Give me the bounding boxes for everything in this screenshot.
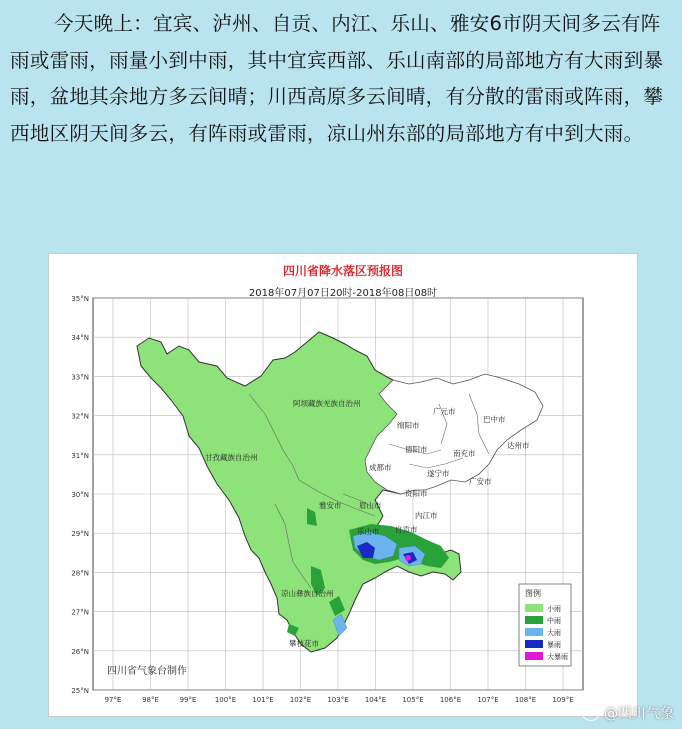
legend-swatch bbox=[525, 640, 543, 648]
place-label: 乐山市 bbox=[357, 527, 380, 536]
place-label: 南充市 bbox=[453, 449, 476, 458]
longitude-label: 99°E bbox=[179, 696, 197, 704]
longitude-labels bbox=[105, 696, 574, 704]
place-label: 绵阳市 bbox=[397, 421, 420, 430]
longitude-label: 107°E bbox=[477, 696, 499, 704]
legend-label: 小雨 bbox=[547, 605, 561, 613]
latitude-label: 25°N bbox=[71, 687, 89, 695]
latitude-labels bbox=[71, 295, 89, 695]
map-maker: 四川省气象台制作 bbox=[107, 666, 187, 677]
longitude-label: 97°E bbox=[104, 696, 122, 704]
legend-label: 大暴雨 bbox=[547, 653, 568, 661]
place-label: 广元市 bbox=[433, 407, 456, 416]
sichuan-map bbox=[49, 254, 637, 716]
legend-title: 图例 bbox=[525, 589, 541, 598]
place-label: 眉山市 bbox=[359, 501, 382, 510]
latitude-label: 29°N bbox=[71, 530, 89, 539]
longitude-label: 103°E bbox=[327, 696, 349, 704]
place-label: 雅安市 bbox=[319, 501, 342, 510]
legend-swatch bbox=[525, 628, 543, 636]
legend-swatch bbox=[525, 604, 543, 612]
longitude-label: 98°E bbox=[142, 696, 159, 704]
place-label: 巴中市 bbox=[483, 415, 506, 424]
legend-swatch bbox=[525, 616, 543, 624]
place-label: 成都市 bbox=[369, 463, 392, 472]
longitude-label: 106°E bbox=[439, 696, 462, 704]
latitude-label: 33°N bbox=[71, 373, 89, 382]
heavy-rainstorm-spot bbox=[405, 555, 411, 561]
longitude-label: 108°E bbox=[514, 696, 537, 704]
place-label: 遂宁市 bbox=[427, 469, 450, 478]
map-title: 四川省降水落区预报图 bbox=[282, 264, 403, 278]
place-label: 阿坝藏族羌族自治州 bbox=[293, 399, 361, 408]
latitude-label: 27°N bbox=[71, 608, 89, 617]
place-label: 达州市 bbox=[507, 441, 530, 450]
credit-text: @四川气象 bbox=[604, 706, 674, 722]
credit bbox=[582, 703, 674, 723]
latitude-label: 26°N bbox=[71, 647, 89, 656]
legend-label: 暴雨 bbox=[547, 641, 561, 649]
latitude-label: 35°N bbox=[71, 295, 89, 303]
longitude-label: 104°E bbox=[364, 696, 387, 704]
weibo-icon bbox=[582, 705, 600, 721]
latitude-label: 31°N bbox=[71, 451, 89, 460]
latitude-label: 28°N bbox=[71, 569, 89, 578]
eastern-basin-no-rain bbox=[365, 374, 543, 494]
place-label: 德阳市 bbox=[405, 445, 428, 454]
place-label: 内江市 bbox=[415, 511, 438, 520]
place-label: 攀枝花市 bbox=[289, 639, 319, 648]
legend-label: 中雨 bbox=[547, 617, 561, 625]
forecast-map-panel bbox=[48, 253, 638, 717]
longitude-label: 102°E bbox=[289, 696, 312, 704]
map-subtitle: 2018年07月07日20时-2018年08日08时 bbox=[248, 288, 438, 299]
place-label: 甘孜藏族自治州 bbox=[205, 453, 258, 462]
legend-swatch bbox=[525, 652, 543, 660]
place-label: 广安市 bbox=[469, 477, 492, 486]
longitude-label: 105°E bbox=[402, 696, 424, 704]
latitude-label: 32°N bbox=[71, 412, 89, 421]
longitude-label: 100°E bbox=[214, 696, 237, 704]
longitude-label: 101°E bbox=[252, 696, 274, 704]
place-label: 自贡市 bbox=[395, 525, 418, 534]
forecast-text: 今天晚上：宜宾、泸州、自贡、内江、乐山、雅安6市阴天间多云有阵雨或雷雨，雨量小到中雨，其中宜宾西部、乐山南部的局部地方有大雨到暴雨，盆地其余地方多云间晴；川西高原多云间晴，有分散的雷雨或阵雨，攀西地区阴天间多云，有阵雨或雷雨，凉山州东部的局部地方有中到大雨。 bbox=[10, 12, 664, 145]
longitude-label: 109°E bbox=[552, 696, 574, 704]
latitude-label: 30°N bbox=[71, 491, 89, 499]
place-label: 凉山彝族自治州 bbox=[281, 589, 334, 598]
latitude-label: 34°N bbox=[71, 334, 89, 343]
legend-label: 大雨 bbox=[547, 629, 561, 637]
legend bbox=[519, 584, 571, 666]
place-label: 资阳市 bbox=[405, 489, 428, 498]
